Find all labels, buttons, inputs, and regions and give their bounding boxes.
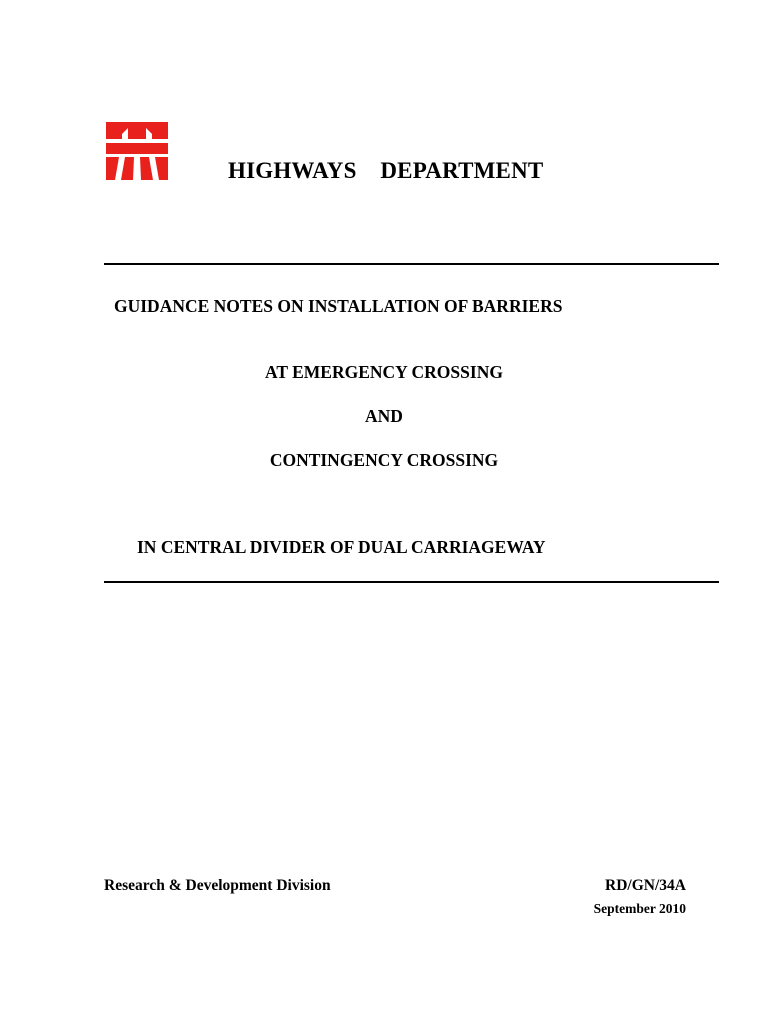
document-date: September 2010 — [593, 901, 686, 916]
title-line-5: IN CENTRAL DIVIDER OF DUAL CARRIAGEWAY — [137, 537, 546, 557]
division-name: Research & Development Division — [104, 877, 331, 894]
bottom-divider — [104, 581, 719, 583]
document-reference: RD/GN/34A — [605, 877, 686, 894]
highways-emblem-icon — [106, 122, 168, 180]
top-divider — [104, 263, 719, 265]
title-line-2: AT EMERGENCY CROSSING — [265, 362, 503, 382]
department-name: HIGHWAYS DEPARTMENT — [228, 158, 544, 183]
title-line-4: CONTINGENCY CROSSING — [269, 450, 499, 470]
highways-department-logo — [106, 122, 168, 180]
title-line-3: AND — [365, 406, 403, 426]
title-line-1: GUIDANCE NOTES ON INSTALLATION OF BARRIERS — [114, 296, 563, 316]
